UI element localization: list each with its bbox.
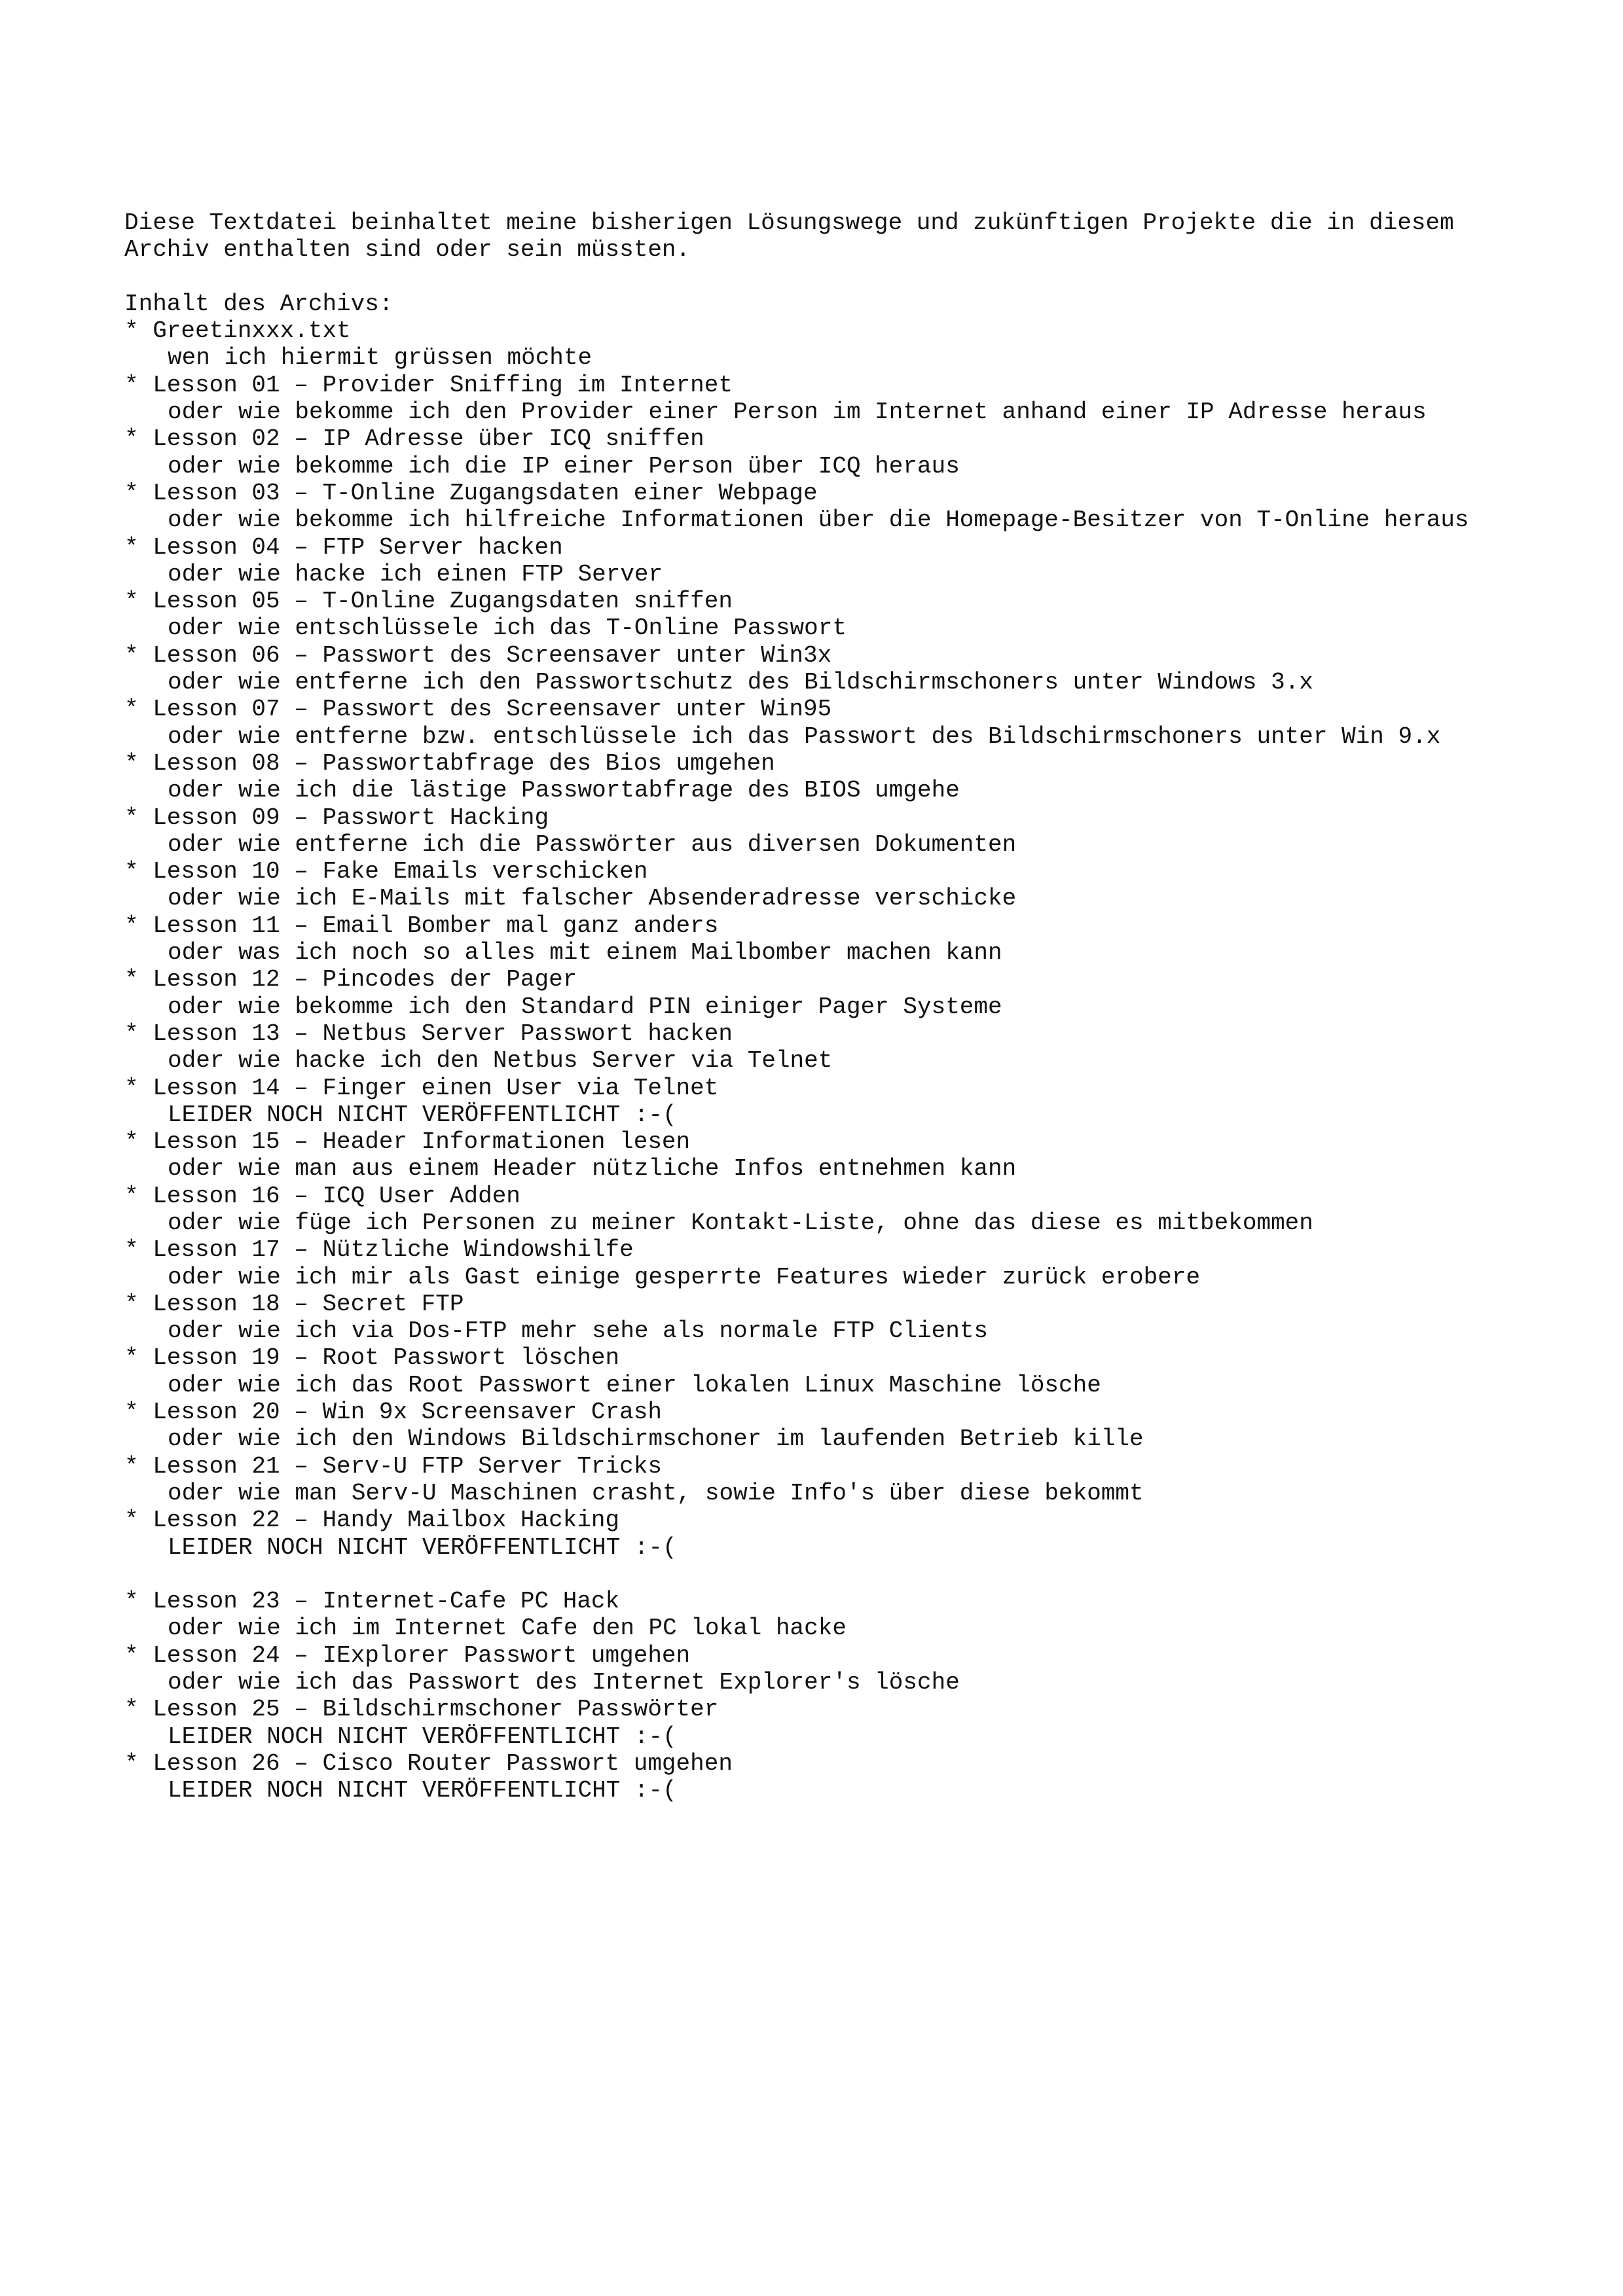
entry-description: oder wie ich das Root Passwort einer lokalen Linux Maschine lösche [168,1371,1101,1399]
entry-title: * Lesson 20 – Win 9x Screensaver Crash [124,1399,662,1426]
entry-title: * Lesson 01 – Provider Sniffing im Internet [124,371,733,399]
contents-heading: Inhalt des Archivs: [124,290,393,317]
entry-title: * Lesson 03 – T-Online Zugangsdaten einer Webpage [124,479,818,507]
entry-description: oder wie entferne bzw. entschlüssele ich das Passwort des Bildschirmschoners unter Win 9.x [168,723,1441,750]
entry-description: oder wie hacke ich einen FTP Server [168,560,663,588]
entry-description: oder wie bekomme ich hilfreiche Informationen über die Homepage-Besitzer von T-Online heraus [168,507,1469,534]
entry-description: LEIDER NOCH NICHT VERÖFFENTLICHT :-( [168,1723,677,1750]
entry-title: * Lesson 10 – Fake Emails verschicken [124,858,648,886]
entry-description: oder was ich noch so alles mit einem Mailbomber machen kann [168,939,1002,967]
entry-title: * Lesson 21 – Serv-U FTP Server Tricks [124,1452,662,1480]
contents-list [124,317,1565,1804]
entry-description: oder wie entferne ich den Passwortschutz des Bildschirmschoners unter Windows 3.x [168,669,1313,696]
entry-description: LEIDER NOCH NICHT VERÖFFENTLICHT :-( [168,1777,677,1804]
entry-title: * Lesson 25 – Bildschirmschoner Passwörter [124,1696,719,1723]
entry-description: oder wie man Serv-U Maschinen crasht, sowie Info's über diese bekommt [168,1479,1144,1507]
entry-description: oder wie ich im Internet Cafe den PC lokal hacke [168,1615,847,1642]
entry-title: * Lesson 12 – Pincodes der Pager [124,966,577,994]
entry-description: oder wie entschlüssele ich das T-Online Passwort [168,615,847,642]
blank-line [124,264,1565,291]
entry-description: LEIDER NOCH NICHT VERÖFFENTLICHT :-( [168,1101,677,1128]
entry-title: * Lesson 11 – Email Bomber mal ganz anders [124,912,719,939]
blank-line [124,1561,1565,1588]
entry-title: * Lesson 02 – IP Adresse über ICQ sniffen [124,425,704,453]
entry-title: * Lesson 07 – Passwort des Screensaver unter Win95 [124,696,832,723]
entry-description: wen ich hiermit grüssen möchte [168,344,593,372]
entry-title: * Lesson 09 – Passwort Hacking [124,804,549,831]
intro-line-1: Diese Textdatei beinhaltet meine bisherigen Lösungswege und zukünftigen Projekte die in diesem [124,209,1454,236]
entry-description: oder wie ich via Dos-FTP mehr sehe als normale FTP Clients [168,1318,989,1345]
entry-title: * Lesson 22 – Handy Mailbox Hacking [124,1507,620,1534]
entry-title: * Lesson 13 – Netbus Server Passwort hacken [124,1020,733,1047]
entry-description: LEIDER NOCH NICHT VERÖFFENTLICHT :-( [168,1534,677,1561]
entry-title: * Lesson 26 – Cisco Router Passwort umgehen [124,1749,733,1777]
entry-description: oder wie ich die lästige Passwortabfrage des BIOS umgehe [168,777,960,804]
entry-title: * Lesson 04 – FTP Server hacken [124,533,563,561]
entry-description: oder wie man aus einem Header nützliche Infos entnehmen kann [168,1155,1017,1183]
entry-title: * Lesson 14 – Finger einen User via Telnet [124,1074,719,1102]
entry-title: * Lesson 24 – IExplorer Passwort umgehen [124,1641,691,1669]
entry-description: oder wie füge ich Personen zu meiner Kontakt-Liste, ohne das diese es mitbekommen [168,1209,1313,1236]
entry-title: * Greetinxxx.txt [124,317,351,345]
entry-description: oder wie bekomme ich den Provider einer Person im Internet anhand einer IP Adresse heraus [168,399,1427,426]
entry-title: * Lesson 19 – Root Passwort löschen [124,1344,620,1372]
entry-description: oder wie entferne ich die Passwörter aus diversen Dokumenten [168,831,1017,858]
entry-title: * Lesson 23 – Internet-Cafe PC Hack [124,1588,620,1615]
entry-title: * Lesson 18 – Secret FTP [124,1290,464,1318]
entry-title: * Lesson 16 – ICQ User Adden [124,1182,520,1210]
entry-title: * Lesson 06 – Passwort des Screensaver unter Win3x [124,641,832,669]
entry-description: oder wie bekomme ich die IP einer Person über ICQ heraus [168,452,960,480]
entry-description: oder wie ich das Passwort des Internet Explorer's lösche [168,1669,960,1696]
intro-line-2: Archiv enthalten sind oder sein müssten. [124,236,691,264]
entry-description: oder wie hacke ich den Netbus Server via Telnet [168,1047,833,1075]
text-document [124,209,1565,1804]
entry-title: * Lesson 17 – Nützliche Windowshilfe [124,1236,634,1264]
entry-description: oder wie ich E-Mails mit falscher Absenderadresse verschicke [168,885,1017,912]
entry-description: oder wie bekomme ich den Standard PIN einiger Pager Systeme [168,993,1002,1020]
entry-title: * Lesson 05 – T-Online Zugangsdaten sniffen [124,588,733,615]
entry-description: oder wie ich mir als Gast einige gesperrte Features wieder zurück erobere [168,1263,1201,1291]
entry-title: * Lesson 15 – Header Informationen lesen [124,1128,691,1156]
entry-title: * Lesson 08 – Passwortabfrage des Bios umgehen [124,749,775,777]
entry-description: oder wie ich den Windows Bildschirmschoner im laufenden Betrieb kille [168,1426,1144,1453]
